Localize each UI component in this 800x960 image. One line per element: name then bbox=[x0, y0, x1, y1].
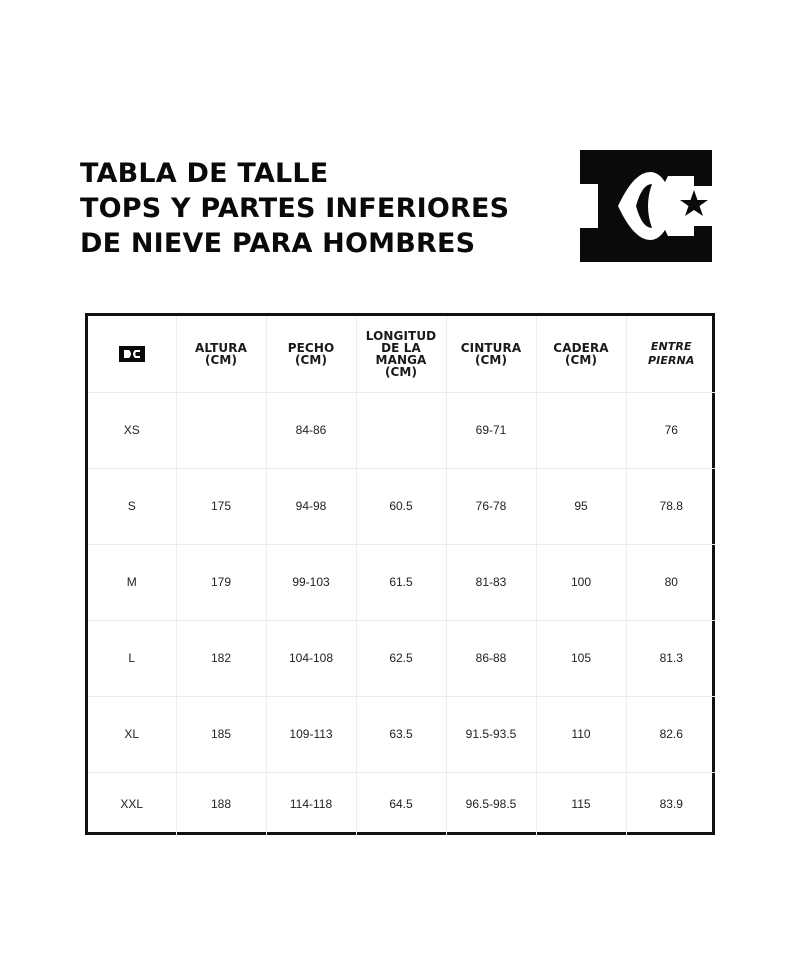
size-label: XXL bbox=[88, 772, 176, 836]
table-cell: 188 bbox=[176, 772, 266, 836]
table-cell: 61.5 bbox=[356, 544, 446, 620]
table-cell: 82.6 bbox=[626, 696, 716, 772]
table-row bbox=[88, 772, 716, 836]
table-cell: 104-108 bbox=[266, 620, 356, 696]
table-row bbox=[88, 468, 716, 544]
size-label: M bbox=[88, 544, 176, 620]
table-cell: 86-88 bbox=[446, 620, 536, 696]
table-cell: 115 bbox=[536, 772, 626, 836]
table-cell: 64.5 bbox=[356, 772, 446, 836]
dc-logo-icon bbox=[580, 150, 712, 262]
dc-mini-logo-icon bbox=[119, 346, 145, 362]
table-cell: 100 bbox=[536, 544, 626, 620]
table-cell: 69-71 bbox=[446, 392, 536, 468]
title-line-3: DE NIEVE PARA HOMBRES bbox=[80, 228, 476, 259]
col-header-cintura: CINTURA (CM) bbox=[446, 316, 536, 392]
table-cell: 110 bbox=[536, 696, 626, 772]
table-cell: 81.3 bbox=[626, 620, 716, 696]
size-label: S bbox=[88, 468, 176, 544]
page-title bbox=[80, 156, 550, 261]
table-cell: 83.9 bbox=[626, 772, 716, 836]
table-cell: 81-83 bbox=[446, 544, 536, 620]
title-line-1: TABLA DE TALLE bbox=[80, 158, 329, 189]
table-cell: 76 bbox=[626, 392, 716, 468]
col-header-entrepierna: ENTRE PIERNA bbox=[626, 316, 716, 392]
table-cell bbox=[356, 392, 446, 468]
table-cell: 84-86 bbox=[266, 392, 356, 468]
table-cell: 94-98 bbox=[266, 468, 356, 544]
table-cell: 96.5-98.5 bbox=[446, 772, 536, 836]
col-header-longitud-manga: LONGITUD DE LA MANGA (CM) bbox=[356, 316, 446, 392]
table-cell: 105 bbox=[536, 620, 626, 696]
table-row bbox=[88, 544, 716, 620]
table-cell: 80 bbox=[626, 544, 716, 620]
corner-logo-cell bbox=[88, 316, 176, 392]
table-cell: 99-103 bbox=[266, 544, 356, 620]
col-header-cadera: CADERA (CM) bbox=[536, 316, 626, 392]
table-cell: 91.5-93.5 bbox=[446, 696, 536, 772]
table-cell: 78.8 bbox=[626, 468, 716, 544]
col-header-altura: ALTURA (CM) bbox=[176, 316, 266, 392]
size-label: L bbox=[88, 620, 176, 696]
table-cell: 62.5 bbox=[356, 620, 446, 696]
table-cell: 182 bbox=[176, 620, 266, 696]
table-cell: 175 bbox=[176, 468, 266, 544]
table-cell: 185 bbox=[176, 696, 266, 772]
table-cell: 114-118 bbox=[266, 772, 356, 836]
table-row bbox=[88, 392, 716, 468]
size-chart-frame bbox=[85, 313, 715, 835]
table-cell: 60.5 bbox=[356, 468, 446, 544]
table-cell: 95 bbox=[536, 468, 626, 544]
table-cell: 63.5 bbox=[356, 696, 446, 772]
size-label: XL bbox=[88, 696, 176, 772]
table-cell bbox=[536, 392, 626, 468]
size-label: XS bbox=[88, 392, 176, 468]
title-line-2: TOPS Y PARTES INFERIORES bbox=[80, 193, 510, 224]
table-row bbox=[88, 696, 716, 772]
table-cell bbox=[176, 392, 266, 468]
col-header-pecho: PECHO (CM) bbox=[266, 316, 356, 392]
table-header-row bbox=[88, 316, 716, 392]
table-cell: 76-78 bbox=[446, 468, 536, 544]
size-chart-table bbox=[88, 316, 716, 836]
table-row bbox=[88, 620, 716, 696]
table-cell: 179 bbox=[176, 544, 266, 620]
table-cell: 109-113 bbox=[266, 696, 356, 772]
